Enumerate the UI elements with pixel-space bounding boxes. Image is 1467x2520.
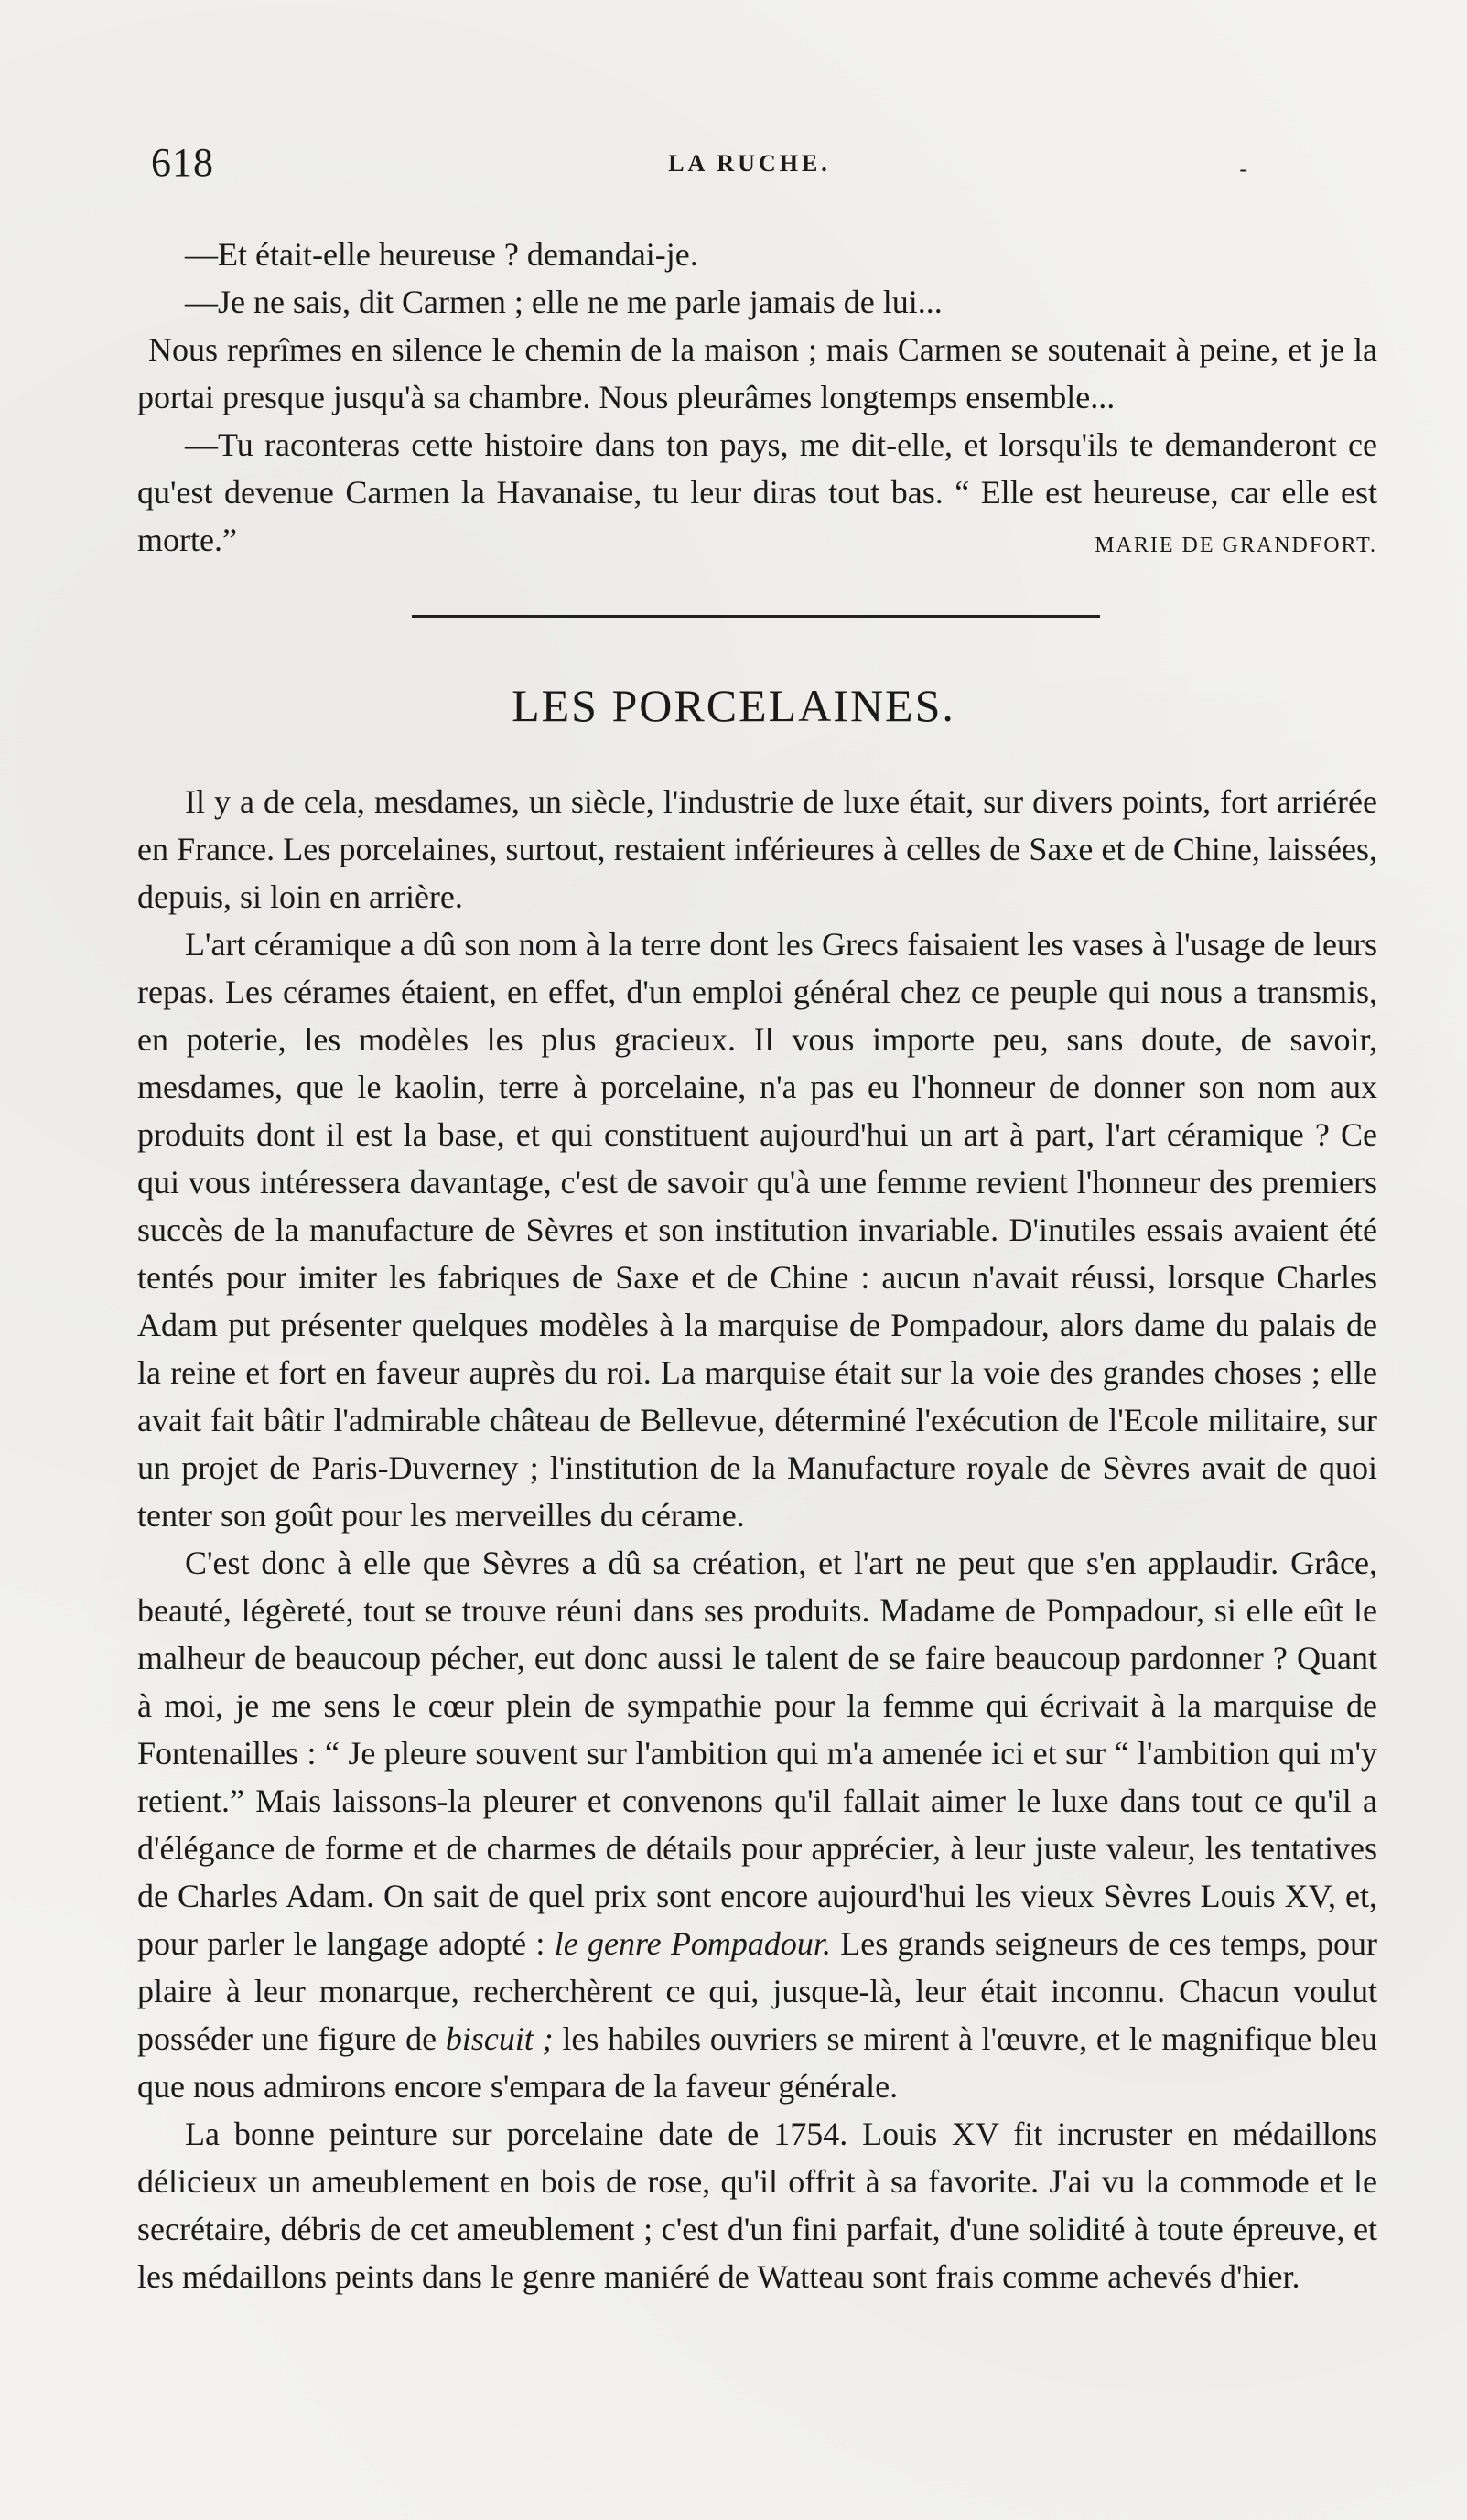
story-paragraph-text: —Tu raconteras cette histoire dans ton pays, me dit-elle, et lorsqu'ils te demanderont ce qu'est devenue Carmen la Havanaise, tu leur diras tout bas. “ Elle est heureuse, car elle est morte.” bbox=[137, 426, 1377, 558]
italic-phrase: le genre Pompadour. bbox=[554, 1925, 831, 1962]
article-paragraph bbox=[137, 1539, 1377, 2110]
running-head: LA RUCHE. bbox=[668, 150, 831, 177]
story-paragraph: Nous reprîmes en silence le chemin de la maison ; mais Carmen se soutenait à peine, et je la portai presque jusqu'à sa chambre. Nous pleurâmes longtemps ensemble... bbox=[137, 331, 1377, 415]
page-number: 618 bbox=[151, 140, 214, 185]
article-paragraph-text: C'est donc à elle que Sèvres a dû sa création, et l'art ne peut que s'en applaudir. Grâce, beauté, légèreté, tout se trouve réuni dans ses produits. Madame de Pompadour, si elle eût le malheur de beaucoup pécher, eut donc aussi le talent de se faire beaucoup pardonner ? Quant à moi, je me sens le cœur plein de sympathie pour la femme qui écrivait à la marquise de Fontenailles : “ Je pleure souvent sur l'ambition qui m'a amenée ici et sur “ l'ambition qui m'y retient.” Mais laissons-la pleurer et convenons qu'il fallait aimer le luxe dans tout ce qu'il a d'élégance de forme et de charmes de détails pour apprécier, à leur juste valeur, les tentatives de Charles Adam. On sait de quel prix sont encore aujourd'hui les vieux Sèvres Louis XV, et, pour parler le langage adopté : bbox=[137, 1545, 1377, 1962]
article-paragraph-text: les habiles ouvriers se mirent à l'œuvre, et le magnifique bleu que nous admirons encore s'empara de la faveur générale. bbox=[137, 2020, 1377, 2105]
article-title: LES PORCELAINES. bbox=[512, 680, 955, 731]
article-paragraph: La bonne peinture sur porcelaine date de 1754. Louis XV fit incruster en médaillons délicieux un ameublement en bois de rose, qu'il offrit à sa favorite. J'ai vu la commode et le secrétaire, débris de cet ameublement ; c'est d'un fini parfait, d'une solidité à toute épreuve, et les médaillons peints dans le genre maniéré de Watteau sont frais comme achevés d'hier. bbox=[137, 2116, 1377, 2295]
story-paragraph: —Et était-elle heureuse ? demandai-je. bbox=[185, 236, 698, 273]
article-paragraph-text: Les grands seigneurs de ces temps, pour plaire à leur monarque, recherchèrent ce qui, jusque-là, leur était inconnu. Chacun voulut posséder une figure de bbox=[137, 1925, 1377, 2057]
article-paragraph: L'art céramique a dû son nom à la terre dont les Grecs faisaient les vases à l'usage de leurs repas. Les cérames étaient, en effet, d'un emploi général chez ce peuple qui nous a transmis, en poterie, les modèles les plus gracieux. Il vous importe peu, sans doute, de savoir, mesdames, que le kaolin, terre à porcelaine, n'a pas eu l'honneur de donner son nom aux produits dont il est la base, et qui constituent aujourd'hui un art à part, l'art céramique ? Ce qui vous intéressera davantage, c'est de savoir qu'à une femme revient l'honneur des premiers succès de la manufacture de Sèvres et son institution invariable. D'inutiles essais avaient été tentés pour imiter les fabriques de Saxe et de Chine : aucun n'avait réussi, lorsque Charles Adam put présenter quelques modèles à la marquise de Pompadour, alors dame du palais de la reine et fort en faveur auprès du roi. La marquise était sur la voie des grandes choses ; elle avait fait bâtir l'admirable château de Bellevue, déterminé l'exécution de l'Ecole militaire, sur un projet de Paris-Duverney ; l'institution de la Manufacture royale de Sèvres avait de quoi tenter son goût pour les merveilles du cérame. bbox=[137, 926, 1377, 1534]
story-paragraph bbox=[137, 421, 1377, 564]
page-header bbox=[151, 139, 1348, 194]
italic-phrase: biscuit ; bbox=[445, 2020, 554, 2057]
article-paragraph: Il y a de cela, mesdames, un siècle, l'industrie de luxe était, sur divers points, fort arriérée en France. Les porcelaines, surtout, restaient inférieures à celles de Saxe et de Chine, laissées, depuis, si loin en arrière. bbox=[137, 783, 1377, 915]
story-ending bbox=[137, 231, 1377, 569]
section-divider bbox=[412, 615, 1100, 618]
story-paragraph: —Je ne sais, dit Carmen ; elle ne me parle jamais de lui... bbox=[185, 284, 943, 320]
author-signature: MARIE DE GRANDFORT. bbox=[1095, 533, 1377, 557]
article-body bbox=[137, 778, 1377, 2300]
header-dash: - bbox=[1239, 156, 1247, 182]
